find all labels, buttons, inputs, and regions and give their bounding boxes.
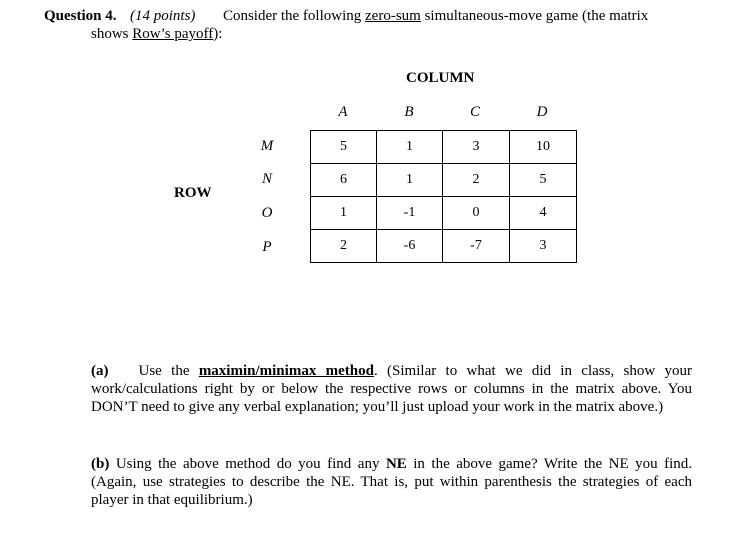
row-label-o: O <box>261 205 273 221</box>
cell-o-c: 0 <box>443 197 510 230</box>
cell-m-a: 5 <box>311 131 377 164</box>
part-b-pre: Using the above method do you find any <box>115 456 380 472</box>
matrix-row-o <box>311 197 577 230</box>
part-a-label: (a) <box>91 363 109 379</box>
cell-m-c: 3 <box>443 131 510 164</box>
cell-p-c: -7 <box>443 230 510 263</box>
payoff-matrix <box>310 130 577 263</box>
zero-sum-term: zero-sum <box>365 8 421 24</box>
row-label-n: N <box>261 171 272 187</box>
cell-p-b: -6 <box>377 230 443 263</box>
cell-o-b: -1 <box>377 197 443 230</box>
question-number: Question 4. <box>44 8 117 24</box>
column-header-b: B <box>404 104 414 120</box>
column-header-d: D <box>536 104 548 120</box>
cell-n-b: 1 <box>377 164 443 197</box>
cell-n-a: 6 <box>311 164 377 197</box>
question-points: (14 points) <box>130 8 196 24</box>
column-player-title: COLUMN <box>406 70 475 86</box>
close-paren: ): <box>213 26 223 42</box>
question-intro: Consider the following <box>222 8 362 24</box>
matrix-row-m <box>311 131 577 164</box>
part-a-text: . (Similar to what we did in class, show your work/calculations right by or below the respective rows or columns in the matrix above. You DON’T need to give any verbal explanation; you’ll just upload your work in the matrix above.) <box>91 363 693 415</box>
shows-text: shows <box>91 26 129 42</box>
part-b-text: in the above game? Write the NE you find. (Again, use strategies to describe the NE. That is, put within parenthesis the strategies of each player in that equilibrium.) <box>91 456 693 508</box>
cell-o-a: 1 <box>311 197 377 230</box>
part-a-pre: Use the <box>138 363 190 379</box>
part-b-paragraph <box>91 455 692 509</box>
maximin-method-term: maximin/minimax method <box>198 363 374 379</box>
part-b-label: (b) <box>91 456 110 472</box>
cell-n-c: 2 <box>443 164 510 197</box>
cell-m-b: 1 <box>377 131 443 164</box>
rows-payoff-term: Row’s payoff <box>132 26 214 42</box>
column-header-c: C <box>469 104 480 120</box>
row-player-title: ROW <box>174 185 212 201</box>
question-intro-rest: simultaneous-move game (the matrix <box>424 8 649 24</box>
column-header-a: A <box>338 104 348 120</box>
matrix-row-n <box>311 164 577 197</box>
cell-n-d: 5 <box>510 164 577 197</box>
question-header-line2 <box>91 26 222 43</box>
row-label-m: M <box>260 138 274 154</box>
cell-o-d: 4 <box>510 197 577 230</box>
row-label-p: P <box>262 239 272 255</box>
question-header <box>44 8 648 25</box>
cell-p-a: 2 <box>311 230 377 263</box>
cell-p-d: 3 <box>510 230 577 263</box>
cell-m-d: 10 <box>510 131 577 164</box>
matrix-row-p <box>311 230 577 263</box>
ne-term: NE <box>385 456 407 472</box>
part-a-paragraph <box>91 362 692 416</box>
